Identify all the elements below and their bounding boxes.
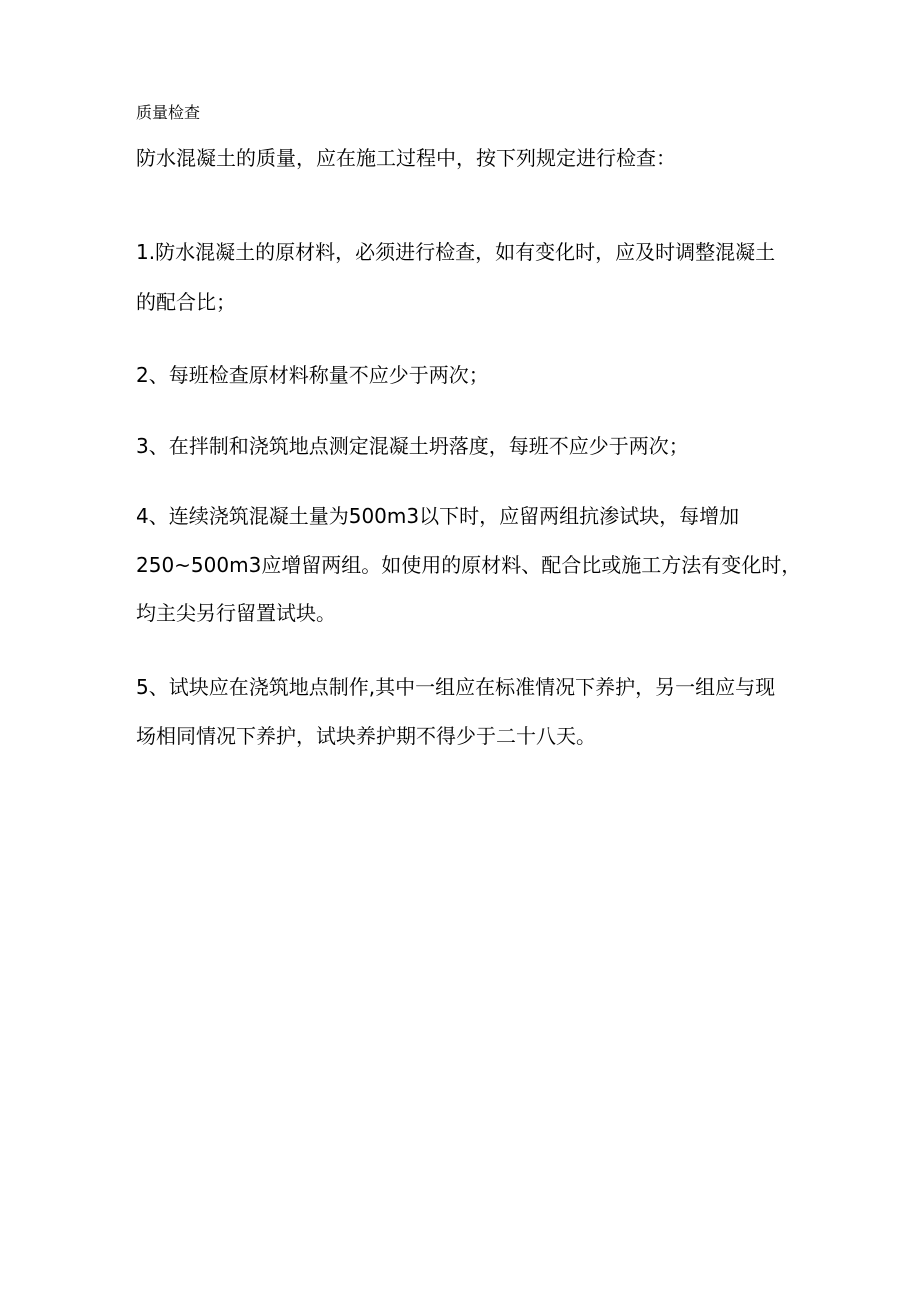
list-item-4-line-1: 4、连续浇筑混凝土量为500m3以下时，应留两组抗渗试块，每增加 xyxy=(136,504,740,528)
list-item-1-line-1: 1.防水混凝土的原材料，必须进行检查，如有变化时，应及时调整混凝土 xyxy=(136,240,776,264)
list-item-4-line-3: 均主尖另行留置试块。 xyxy=(136,601,336,625)
list-item-5-line-2: 场相同情况下养护，试块养护期不得少于二十八天。 xyxy=(136,724,596,748)
list-item-4-line-2: 250~500m3应增留两组。如使用的原材料、配合比或施工方法有变化时， xyxy=(136,553,802,577)
list-item-3-line-1: 3、在拌制和浇筑地点测定混凝土坍落度，每班不应少于两次； xyxy=(136,434,689,458)
list-item-5-line-1: 5、试块应在浇筑地点制作,其中一组应在标准情况下养护，另一组应与现 xyxy=(136,675,776,699)
document-title: 质量检查 xyxy=(136,103,201,122)
intro-paragraph: 防水混凝土的质量，应在施工过程中，按下列规定进行检查： xyxy=(136,146,676,170)
list-item-1-line-2: 的配合比； xyxy=(136,290,236,314)
list-item-2-line-1: 2、每班检查原材料称量不应少于两次； xyxy=(136,363,489,387)
